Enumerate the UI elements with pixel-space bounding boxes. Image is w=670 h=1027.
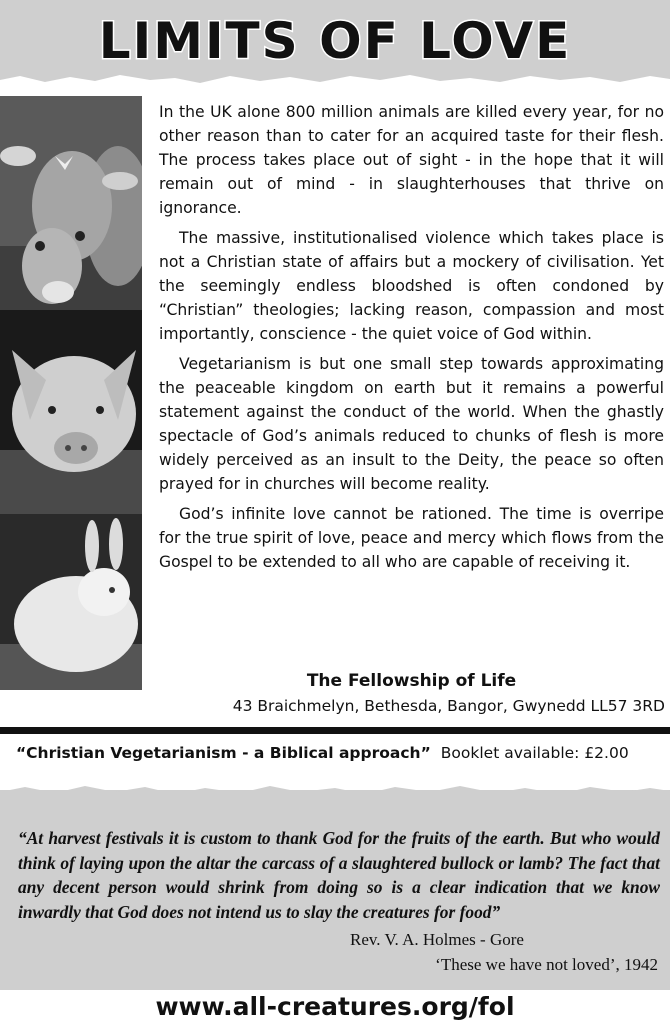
quote-text: “At harvest festivals it is custom to thank God for the fruits of the earth. But who would think of laying upon the altar the carcass of a slaughtered bullock or lamb? The fact that any decent person would shrink from doing so is a clear indication that we know inwardly that God does not intend us to slay the creatures for food” (18, 828, 660, 922)
article-paragraph: God’s infinite love cannot be rationed. The time is overripe for the true spirit of love, peace and mercy which flows from the Gospel to be extended to all who are capable of receiving it. (159, 505, 664, 571)
article-body (159, 100, 664, 580)
rabbit-photo (0, 514, 142, 690)
article-paragraph: The massive, institutionalised violence which takes place is not a Christian state of affairs but a mockery of civilisation. Yet the seemingly endless bloodshed is often condoned by “Christian” theologies; lacking reason, compassion and most importantly, conscience - the quiet voice of God within. (159, 229, 664, 343)
booklet-offer (16, 744, 666, 762)
quote-author: Rev. V. A. Holmes - Gore (350, 930, 524, 949)
website-url[interactable]: www.all-creatures.org/fol (155, 992, 515, 1021)
quote-source: ‘These we have not loved’, 1942 (435, 955, 658, 974)
organization-name: The Fellowship of Life (306, 671, 517, 691)
article-paragraph: Vegetarianism is but one small step towards approximating the peaceable kingdom on earth but it remains a powerful statement against the conduct of the world. When the ghastly spectacle of God’s animals reduced to chunks of flesh is more widely perceived as an insult to the Deity, the peace so often prayed for in churches will become reality. (159, 355, 664, 493)
booklet-title: “Christian Vegetarianism - a Biblical approach” (16, 744, 431, 762)
pig-photo (0, 310, 142, 514)
organization-address: 43 Braichmelyn, Bethesda, Bangor, Gwynedd LL57 3RD (232, 697, 665, 715)
calf-photo (0, 96, 142, 310)
torn-edge-divider (0, 778, 670, 800)
booklet-availability: Booklet available: £2.00 (440, 744, 629, 762)
article-paragraph: In the UK alone 800 million animals are killed every year, for no other reason than to cater for an acquired taste for their flesh. The process takes place out of sight - in the hope that it will remain out of mind - in slaughterhouses that thrive on ignorance. (159, 103, 664, 217)
divider-rule (0, 727, 670, 734)
page-title: LIMITS OF LOVE (98, 12, 572, 70)
